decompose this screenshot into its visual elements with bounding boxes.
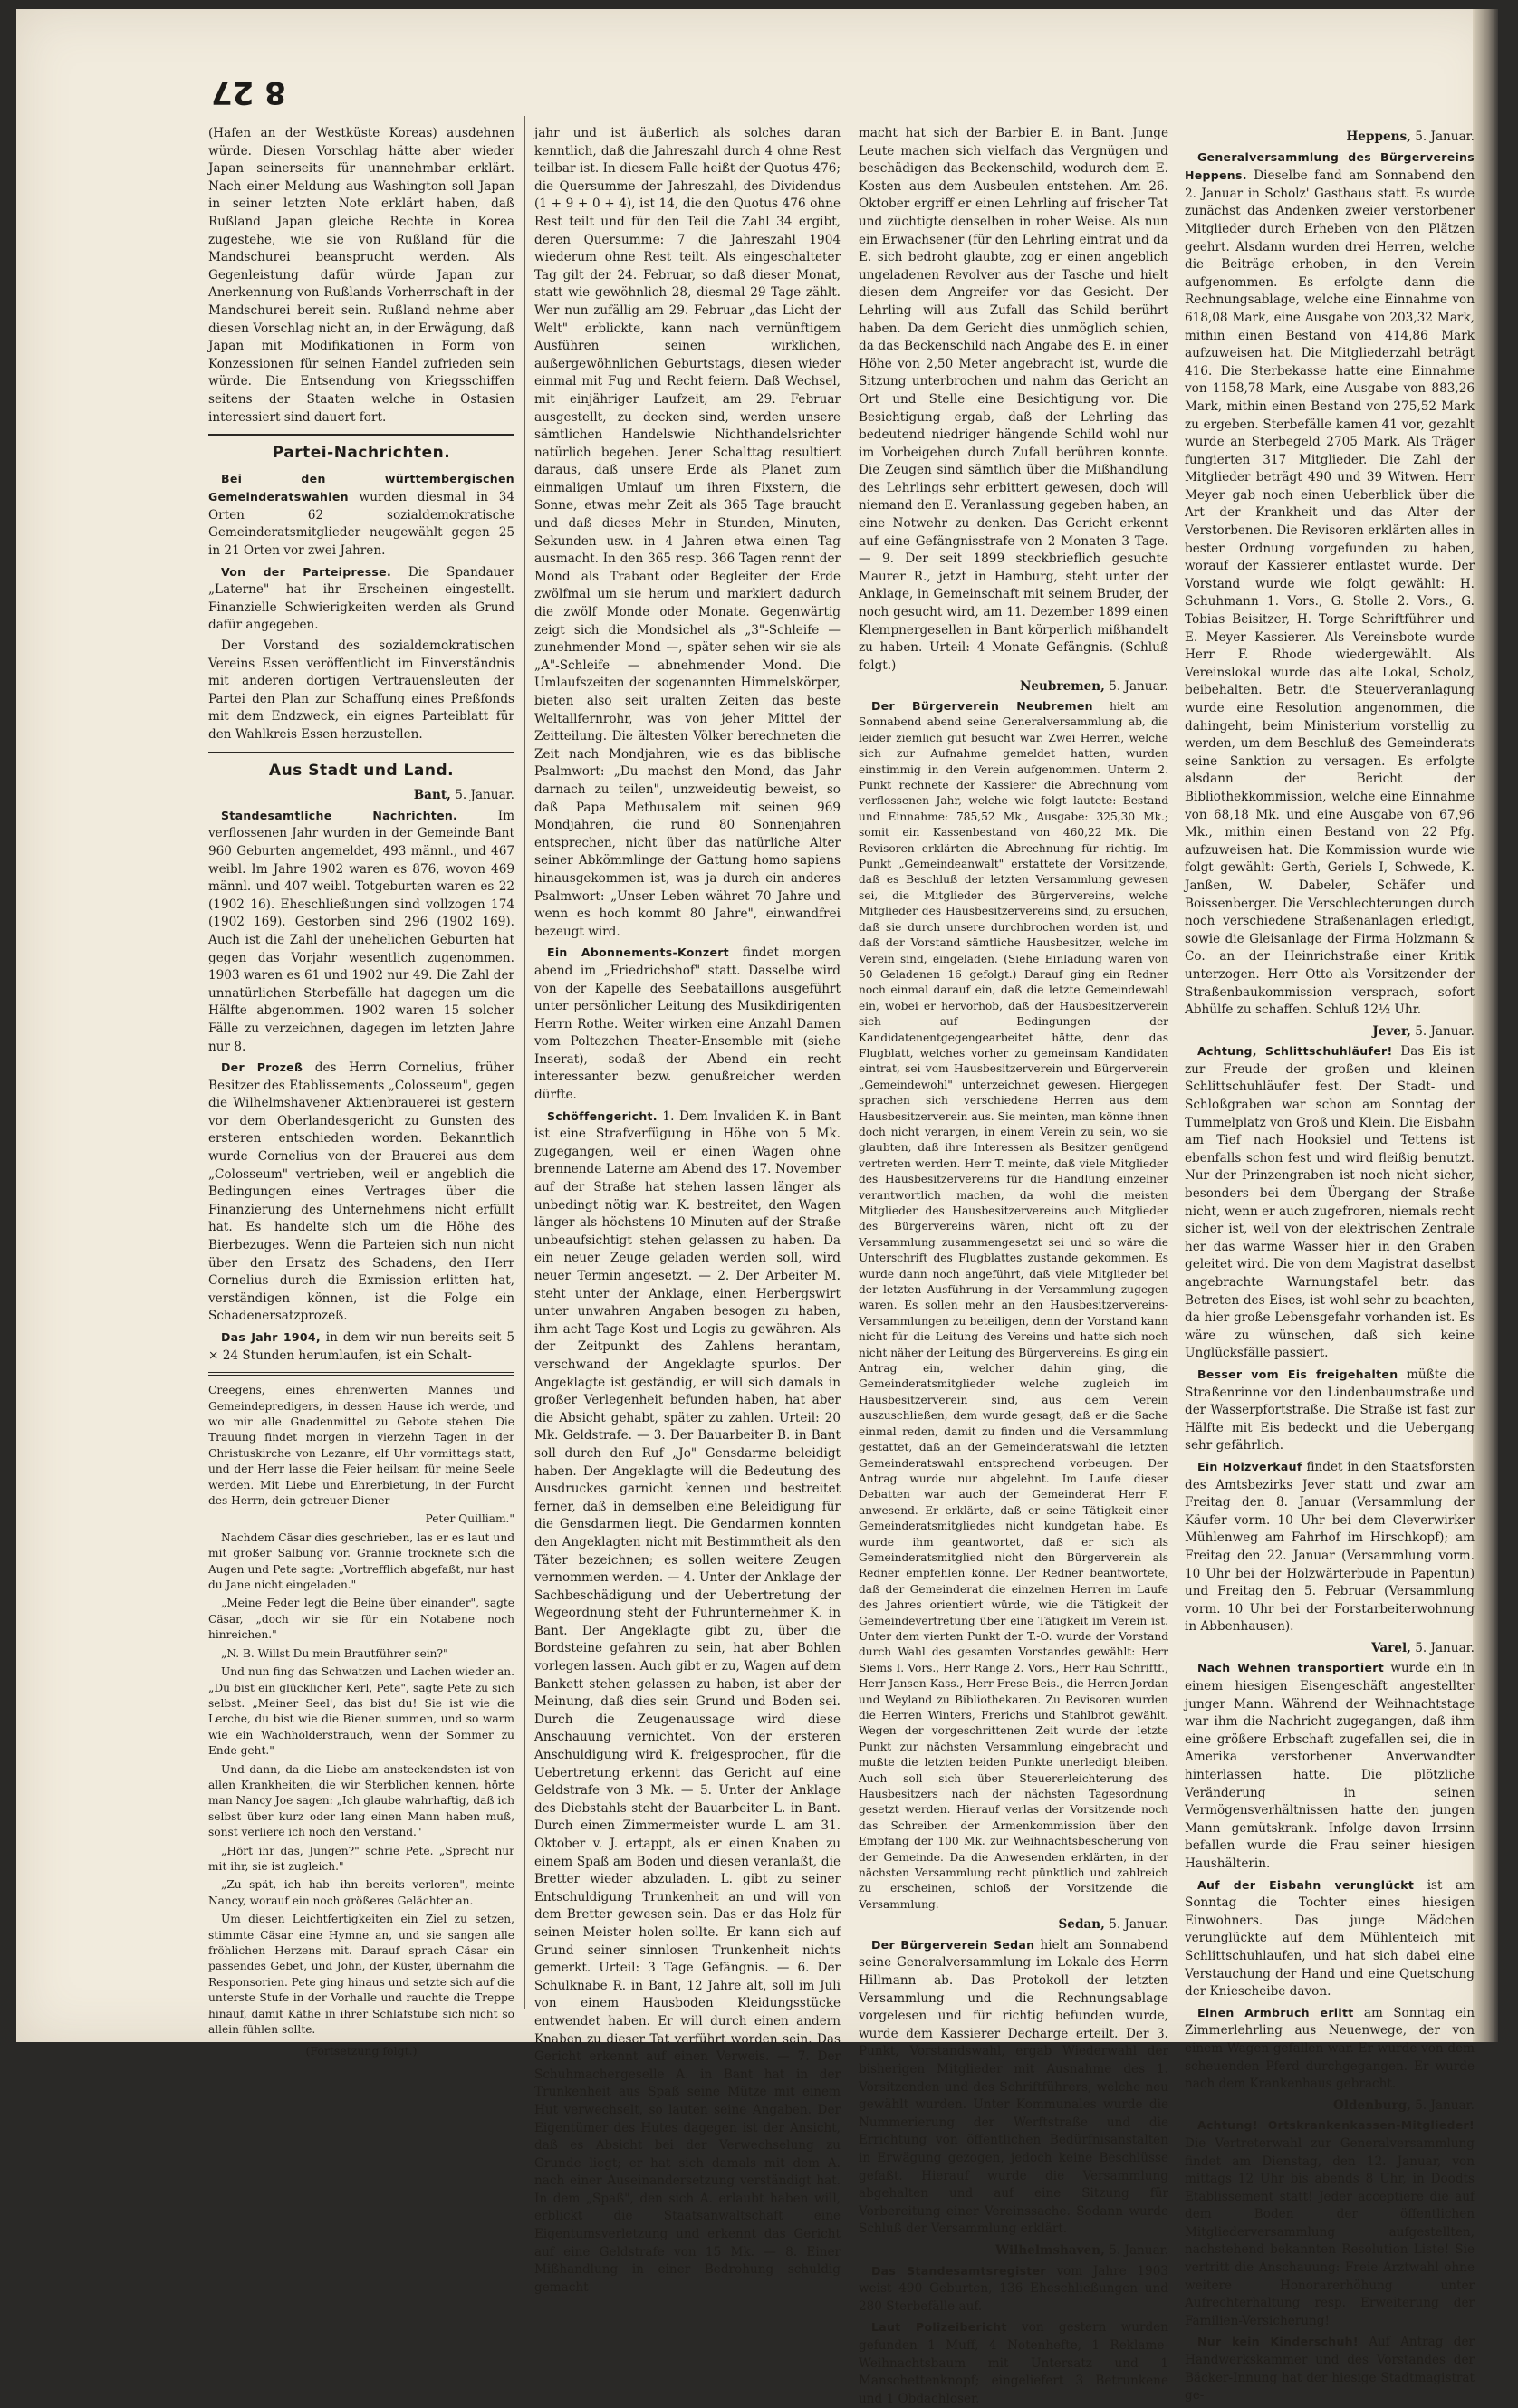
dateline: Oldenburg, 5. Januar.: [1333, 2097, 1475, 2113]
paragraph: „Meine Feder legt die Beine über einander", sagte Cäsar, „doch wir sie für ein Notabene noch hinreichen.": [208, 1597, 514, 1642]
dateline: Jever, 5. Januar.: [1372, 1023, 1475, 1039]
dateline: Wilhelmshaven, 5. Januar.: [994, 2242, 1168, 2258]
paragraph: Der Prozeß des Herrn Cornelius, früher Besitzer des Etablissements „Colosseum", gegen die Wilhelmshavener Aktienbrauerei ist gestern vor dem Oberlandesgericht zu Gunsten des ersteren entschieden worden. Bekanntlich wurde Cornelius von der Brauerei aus dem „Colosseum" vertrieben, weil er angeblich die Bedingungen eines Vertrages über die Finanzierung des Unternehmens nicht erfüllt hat. Es handelte sich um die Höhe des Bierbezuges. Wenn die Parteien sich nun nicht über den Ersatz des Schadens, den Herr Cornelius durch die Exmission erlitten hat, verständigen können, ist die Folge ein Schadenersatzprozeß.: [208, 1060, 514, 1324]
paragraph: „N. B. Willst Du mein Brautführer sein?": [221, 1646, 448, 1660]
paragraph: Nach Wehnen transportiert wurde ein in einem hiesigen Eisengeschäft angestellter junger Mann. Während der Weihnachtstage war ihm die Nachricht zugegangen, daß ihm eine größere Erbschaft zugefallen sei, die in Amerika verstorbener Anverwandter hinterlassen hatte. Die plötzliche Veränderung in seinen Vermögensverhältnissen hatte den jungen Mann gemütskrank. Infolge davon Irrsinn befallen wurde die Frau seiner hiesigen Haushälterin.: [1185, 1661, 1475, 1871]
column-4: [1185, 125, 1475, 2403]
dateline: Sedan, 5. Januar.: [1058, 1917, 1168, 1933]
paragraph: Von der Parteipresse. Die Spandauer „Laterne" hat ihr Erscheinen eingestellt. Finanzielle Schwierigkeiten werden als Grund dafür angegeben.: [208, 564, 514, 633]
paragraph: Und nun fing das Schwatzen und Lachen wieder an. „Du bist ein glücklicher Kerl, Pete", sagte Pete zu sich selbst. „Meiner Seel', das bist du! Sie ist wie die Lerche, du bist wie die Bienen summen, und so warm wie ein Wachholderstrauch, wenn der Sommer zu Ende geht.": [208, 1665, 514, 1758]
feuilleton-rule: [208, 1372, 514, 1376]
lead-in: Das Standesamtsregister: [871, 2263, 1046, 2278]
lead-in: Einen Armbruch erlitt: [1197, 2005, 1354, 2019]
lead-in: Schöffengericht.: [547, 1108, 658, 1123]
dateline: Neubremen, 5. Januar.: [1019, 679, 1168, 695]
lead-in: Der Prozeß: [221, 1060, 303, 1075]
continuation-note: (Fortsetzung folgt.): [305, 2044, 418, 2058]
paragraph: Besser vom Eis freigehalten müßte die Straßenrinne vor den Lindenbaumstraße und der Wasserpfortstraße. Die Straße ist fast zur Hälfte mit Eis bedeckt und die Uebergang sehr gefährlich.: [1185, 1367, 1475, 1453]
lead-in: Nur kein Kinderschuh!: [1197, 2335, 1359, 2349]
paragraph: „Hört ihr das, Jungen?" schrie Pete. „Sprecht nur mit ihr, sie ist zugleich.": [208, 1844, 514, 1873]
lead-in: Laut Polizeibericht: [871, 2320, 1007, 2335]
paragraph: „Zu spät, ich hab' ihn bereits verloren", meinte Nancy, worauf ein noch größeres Gelächter an.: [208, 1878, 514, 1907]
dateline: Varel, 5. Januar.: [1371, 1640, 1475, 1655]
paragraph: Der Bürgerverein Neubremen hielt am Sonnabend abend seine Generalversammlung ab, die leider ziemlich gut besucht war. Zwei Herren, welche sich zur Aufnahme gemeldet hatten, wurden einstimmig in den Verein aufgenommen. Unterm 2. Punkt rechnete der Kassierer die Abrechnung vom verflossenen Jahr, welche wie folgt lautete: Bestand und Einnahme: 785,52 Mk., Ausgabe: 325,30 Mk.; somit ein Kassenbestand von 460,22 Mk. Die Revisoren erklärten die Abrechnung für richtig. Im Punkt „Gemeindeanwalt" erstattete der Vorsitzende, daß es Beschluß der letzten Versammlung gewesen sei, die Mitglieder des Bürgervereins, welche Mitglieder des Hausbesitzervereins sind, zu ersuchen, daß sie durch unsere durchbrochen worden ist, und daß der Vorstand sämtliche Hausbesitzer, welche im Verein sind, eingeladen. (Siehe Einladung waren von 50 Geladenen 16 gefolgt.) Darauf ging ein Redner noch einmal darauf ein, daß die letzte Gemeindewahl ein, wobei er hervorhob, daß der Hausbesitzerverein sich auf Bedingungen der Kandidatenentgegengearbeitet hätte, denn das Flugblatt, welches vorher zu gemeinsam Kandidaten eintrat, sei vom Hausbesitzerverein und Bürgerverein „Gemeindewohl" unterzeichnet gewesen. Hiergegen sprachen sich verschiedene Herren aus dem Hausbesitzerverein aus. Sie meinten, man könne ihnen doch nicht verargen, in einem Verein zu sein, wo sie glaubten, daß ihre Interessen als Besitzer genügend vertreten werden. Herr T. meinte, daß viele Mitglieder des Hausbesitzervereins für die Handlung einzelner verantwortlich machen, da wohl die meisten Mitglieder des Hausbesitzervereins auch Mitglieder des Bürgervereins wären, nicht oft zu der Versammlung zusammengesetzt sei und so wäre die Unterschrift des Flugblattes zustande gekommen. Es wurde dann noch angeführt, daß viele Mitglieder bei der letzten Ausführung in der Versammlung zugegen waren. Es sollen mehr an den Hausbesitzervereins-Versammlungen zu beteiligen, denn der Vorstand kann nicht für die Leitung des Vereins und hatte sich noch nicht näher der Leitung des Bürgervereins. Es ging ein Antrag ein, welcher dahin ging, die Gemeinderatsmitglieder welche zugleich im Hausbesitzerverein sind, aus dem Verein auszuschließen, dem wurde gesagt, daß er die Sache einmal reden, damit zu finden und die Versammlung gestattet, daß an der Gemeinderatswahl die letzten Gemeinderatswahl entsprechend vorbeugen. Der Antrag wurde nur abgelehnt. Im Laufe dieser Debatten war auch der Gemeinderat Herr F. anwesend. Er erklärte, daß er seine Tätigkeit einer Gemeinderatsmitgliedes nicht kundgetan habe. Es wurde ihm geantwortet, daß er sich als Gemeinderatsmitglied nicht den Bürgerverein als Redner empfehlen könne. Der Redner beantwortete, daß der Gemeinderat die einzelnen Herren im Laufe des Jahres orientiert würde, wie die Tätigkeit der Gemeindevertretung über eine Tätigkeit im Verein ist. Unter dem vierten Punkt der T.-O. wurde der Vorstand durch Wahl des gesamten Vorstandes gewählt: Herr Siems I. Vors., Herr Range 2. Vors., Herr Rau Schriftf., Herr Jansen Kass., Herr Frese Beis., die Herren Jordan und Weyland zu Bibliothekaren. Zu Revisoren wurden die Herren Winters, Frerichs und Stahlbrot gewählt. Wegen der vorgeschrittenen Zeit wurde der letzte Punkt zur nächsten Versammlung eingebracht und mußte die letzten beiden Punkte unerledigt bleiben. Auch soll sich über Steuererleichterung des Hausbesitzers nach der nächsten Tagesordnung gesetzt werden. Hierauf verlas der Vorsitzende noch das Schreiben der Armenkommission über den Empfang der 100 Mk. zur Weihnachtsbescherung von der Gemeinde. Da die Anwesenden erklärten, in der nächsten Versammlung recht pünktlich und zahlreich zu erscheinen, schloß der Vorsitzende die Versammlung.: [859, 699, 1168, 1911]
section-heading: Aus Stadt und Land.: [268, 761, 455, 780]
paragraph: Bei den württembergischen Gemeinderatswahlen wurden diesmal in 34 Orten 62 sozialdemokratische Gemeinderatsmitglieder neugewählt gegen 25 in 21 Orten vor zwei Jahren.: [208, 471, 514, 559]
paragraph: Creegens, eines ehrenwerten Mannes und Gemeindepredigers, in dessen Hause ich werde, und wo mir alle Gnadenmittel zu Gebote stehen. Die Trauung findet morgen in vierzehn Tagen in der Christuskirche von Lezanre, elf Uhr vormittags statt, und der Herr lasse die Feier heilsam für meine Seele werden. Mit Liebe und Ehrerbietung, in der Furcht des Herrn, dein getreuer Diener: [208, 1384, 514, 1508]
paragraph: Einen Armbruch erlitt am Sonntag ein Zimmerlehrling aus Neuenwege, der von einem Wagen gefallen war. Er wurde von dem scheuenden Pferd durchgegangen. Er wurde nach dem Krankenhaus gebracht.: [1185, 2005, 1475, 2092]
paragraph: Nachdem Cäsar dies geschrieben, las er es laut und mit großer Salbung vor. Grannie trocknete sich die Augen und Pete sagte: „Vortrefflich abgefaßt, nur hast du Jane nicht eingeladen.": [208, 1530, 514, 1592]
section-rule: [208, 434, 514, 436]
column-3: [859, 125, 1169, 2406]
lead-in: Besser vom Eis freigehalten: [1197, 1367, 1398, 1381]
feuilleton: [208, 1383, 514, 2059]
lead-in: Achtung, Schlittschuhläufer!: [1197, 1044, 1393, 1059]
paragraph: macht hat sich der Barbier E. in Bant. Junge Leute machen sich vielfach das Vergnügen und beschädigen das Beckenschild, wodurch dem E. Kosten aus dem Ausbeulen entstehen. Am 26. Oktober ergriff er einen Lehrling auf frischer Tat und züchtigte denselben in roher Weise. Als nun ein Erwachsener (für den Lehrling eintrat und da E. sich bedroht glaubte, zog er einen angeblich ungeladenen Revolver aus der Tasche und hielt diesen dem Angreifer vor das Gesicht. Der Lehrling will aus Zufall das Schild berührt haben. Da dem Gericht dies unmöglich schien, da das Beckenschild nach Angabe des E. in einer Höhe von 2,50 Meter angebracht ist, wurde die Sitzung unterbrochen und nahm das Gericht an Ort und Stelle eine Besichtigung vor. Die Besichtigung ergab, daß der Lehrling das bedeutend niedriger hängende Schild wohl nur im Vorbeigehen durch Zufall berühren konnte. Die Zeugen sind sämtlich über die Mißhandlung des Lehrlings sehr erbittert gewesen, doch will niemand den E. Veranlassung gegeben haben, an eine Notwehr zu denken. Das Gericht erkennt auf eine Gefängnisstrafe von 2 Monaten 3 Tage. — 9. Der seit 1899 steckbrieflich gesuchte Maurer R., jetzt in Hamburg, steht unter der Anklage, in Gemeinschaft mit seinem Bruder, der noch gesucht wird, am 11. Dezember 1899 einen Klempnergesellen in Bant körperlich mißhandelt zu haben. Urteil: 4 Monate Gefängnis. (Schluß folgt.): [859, 126, 1168, 673]
column-rule: [524, 116, 525, 2009]
paragraph: Laut Polizeibericht von gestern wurden gefunden 1 Muff, 4 Notenhefte, 1 Reklame-Weihnachtsbaum mit Untersatz und 1 Manschettenknopf; eingeliefert 3 Betrunkene und 1 Obdachloser.: [859, 2320, 1168, 2406]
dateline: Heppens, 5. Januar.: [1346, 130, 1475, 144]
lead-in: Der Bürgerverein Sedan: [871, 1937, 1035, 1952]
paragraph: Das Jahr 1904, in dem wir nun bereits seit 5 × 24 Stunden herumlaufen, ist ein Schalt-: [208, 1330, 515, 1363]
paragraph: Schöffengericht. 1. Dem Invaliden K. in Bant ist eine Strafverfügung in Höhe von 5 Mk. zugegangen, weil er einen Wagen ohne brennende Laterne am Abend des 17. November auf der Straße hat stehen lassen länger als unbedingt nötig war. K. bestreitet, den Wagen länger als höchstens 10 Minuten auf der Straße unbeaufsichtigt stehen gelassen zu haben. Da ein neuer Zeuge geladen werden soll, wird neuer Termin angesetzt. — 2. Der Arbeiter M. steht unter der Anklage, einen Herbergswirt unter unwahren Angaben besogen zu haben, ihm acht Tage Kost und Logis zu gewähren. Als der Zeitpunkt des Zahlens herantam, verschwand der Angeklagte spurlos. Der Angeklagte ist geständig, er will sich damals in großer Verlegenheit befunden haben, hat aber die Absicht gehabt, später zu zahlen. Urteil: 20 Mk. Geldstrafe. — 3. Der Bauarbeiter B. in Bant soll durch den Ruf „Jo" Gensdarme beleidigt haben. Der Angeklagte will die Bedeutung des Ausdruckes garnicht kennen und bestreitet ferner, daß in demselben eine Beleidigung für die Gensdarmen liegt. Die Gendarmen konnten den Angeklagten nicht mit Bestimmtheit als den Täter bezeichnen; es sollen weitere Zeugen vernommen werden. — 4. Unter der Anklage der Sachbeschädigung und der Uebertretung der Wegeordnung steht der Fuhrunternehmer K. in Bant. Der Angeklagte gibt zu, über die Bordsteine gefahren zu sein, hat aber Bohlen vorlegen lassen. Auch gibt er zu, Wagen auf dem Bankett stehen gelassen zu haben, ist aber der Meinung, daß dies sein Grund und Boden sei. Durch die Zeugenaussage wird diese Anschauung vernichtet. Von der ersteren Anschuldigung wird K. freigesprochen, für die Uebertretung erkennt das Gericht auf eine Geldstrafe von 3 Mk. — 5. Unter der Anklage des Diebstahls steht der Bauarbeiter L. in Bant. Durch einen Zimmermeister wurde L. am 31. Oktober v. J. ertappt, als er einen Knaben zu einem Spaß am Boden und diesen veranlaßt, die Bretter wieder abzuladen. L. gibt zu seiner Entschuldigung Trunkenheit an und will von dem Bretter gewesen sein. Das er das Holz für seinen Meister holen sollte. Er kann sich auf Grund seiner sinnlosen Trunkenheit nichts gemerkt. Urteil: 3 Tage Gefängnis. — 6. Der Schulknabe R. in Bant, 12 Jahre alt, soll im Juli von einem Hausboden Kleidungsstücke entwendet haben. Er will durch einen andern Knaben zu dieser Tat verführt worden sein. Das Gericht erkennt auf einen Verweis. — 7. Der Schuhmachergeselle A. in Bant hat in der Trunkenheit aus Spaß seine Mütze mit einem Hut verwechselt, so lauten seine Angaben. Der Eigentümer des Hutes dagegen ist der Ansicht, daß es Absicht bei der Verwechselung zu Grunde liegt; er hat sich damals mit dem A. nach einer Auseinandersetzung verständigt hat. In dem „Spaß", den sich A. erlaubt haben will, erblickt die Staatsanwaltschaft eine Eigentumsverletzung und erkennt das Gericht auf eine Geldstrafe von 15 Mk. — 8. Einer Mißhandlung in einer Bedrohung schuldig gemacht: [534, 1108, 841, 2295]
paragraph: Nur kein Kinderschuh! Auf Antrag der Handwerkskammer und des Vorstandes der Bäcker-Innung hat der hiesige Stadtmagistrat ge-: [1185, 2335, 1475, 2403]
paragraph: Achtung! Ortskrankenkassen-Mitglieder! Die Vertreterwahl zur Generalversammlung findet am Dienstag, den 12. Januar, von mittags 12 Uhr bis abends 8 Uhr, in Doodts Etablissement statt! Jeder acceptiere die auf dem Boden der öffentlichen Mitgliederversammlung aufgestellten, nachstehend bekannten Resolution Liste! Sie vertritt die Anschauung: Freie Arztwahl ohne weitere Honorarerhöhung unter Aufrechterhaltung resp. Erweiterung der Familien-Versicherung!: [1185, 2118, 1475, 2328]
paragraph: Ein Abonnements-Konzert findet morgen abend im „Friedrichshof" statt. Dasselbe wird von der Kapelle des Seebataillons ausgeführt unter persönlicher Leitung des Musikdirigenten Herrn Rothe. Weiter wirken eine Anzahl Damen vom Poltezchen Theater-Ensemble mit (siehe Inserat), sodaß der Abend ein recht interessanter bezw. genußreicher werden dürfte.: [534, 945, 841, 1103]
lead-in: Generalversammlung des Bürgervereins Heppens.: [1185, 149, 1475, 183]
paragraph: Achtung, Schlittschuhläufer! Das Eis ist zur Freude der großen und kleinen Schlittschuhläufer fest. Der Stadt- und Schloßgraben war schon am Sonntag der Tummelplatz von Groß und Klein. Die Eisbahn am Tief nach Hooksiel und Tettens ist ebenfalls schon fest und wird fleißig benutzt. Nur der Prinzengraben ist noch nicht sicher, besonders bei dem Übergang der Straße nicht, wenn er auch zugefroren, niemals recht sicher ist, weil von der elektrischen Zentrale her das warme Wasser hier in den Graben geleitet wird. Die von dem Magistrat daselbst angebrachte Warnungstafel betr. das Betreten des Eises, ist wohl sehr zu beachten, da hier große Lebensgefahr vorhanden ist. Es wäre zu wünschen, daß sich keine Unglücksfälle passiert.: [1185, 1044, 1475, 1361]
newspaper-page: [16, 9, 1498, 2406]
paragraph: Standesamtliche Nachrichten. Im verflossenen Jahr wurden in der Gemeinde Bant 960 Geburten angemeldet, 493 männl., und 467 weibl. Im Jahre 1902 waren es 876, wovon 469 männl. und 407 weibl. Totgeburten waren es 22 (1902 16). Eheschließungen sind vollzogen 174 (1902 169). Gestorben sind 296 (1902 169). Auch ist die Zahl der unehelichen Geburten hat gegen das Vorjahr wesentlich zugenommen. 1903 waren es 61 und 1902 nur 49. Die Zahl der unnatürlichen Sterbefälle hat dagegen um die Hälfte abgenommen. 1902 waren 15 solcher Fälle zu verzeichnen, dagegen im letzten Jahre nur 8.: [208, 808, 514, 1054]
lead-in: Standesamtliche Nachrichten.: [221, 808, 458, 822]
lead-in: Von der Parteipresse.: [221, 564, 392, 579]
lead-in: Das Jahr 1904,: [221, 1330, 321, 1344]
paragraph: Der Vorstand des sozialdemokratischen Vereins Essen veröffentlicht im Einverständnis mit anderen dortigen Vertrauensleuten der Partei den Plan zur Schaffung eines Preßfonds mit dem Endzweck, ein eignes Parteiblatt für den Wahlkreis Essen herzustellen.: [208, 638, 514, 742]
paragraph: Der Bürgerverein Sedan hielt am Sonnabend seine Generalversammlung im Lokale des Herrn Hillmann ab. Das Protokoll der letzten Versammlung und die Rechnungsablage vorgelesen und für richtig befunden wurde, wurde dem Kassierer Decharge erteilt. Der 3. Punkt, Vorstandswahl, ergab Wiederwahl der bisherigen Mitglieder mit Ausnahme des 1. Vorsitzenden und des Schriftführers, welche neu gewählt wurden. Unter Kommunales wurde die Nummerierung der Werftstraße und die Errichtung von öffentlichen Bedürfnisanstalten in Erwägung gezogen, jedoch keine Beschlüsse gefaßt. Hierauf wurde die Versammlung abgehalten und auf eine Sitzung für Vorbereitung einer Vereinssache. Sodann wurde Schluß der Versammlung erklärt.: [859, 1937, 1169, 2237]
section-heading: Partei-Nachrichten.: [272, 444, 451, 463]
paragraph: Und dann, da die Liebe am ansteckendsten ist von allen Krankheiten, die wir Sterblichen kennen, hörte man Nancy Joe sagen: „Ich glaube wahrhaftig, daß ich selbst über kurz oder lang einen Mann haben muß, sonst verliere ich noch den Verstand.": [208, 1762, 514, 1839]
paragraph: jahr und ist äußerlich als solches daran kenntlich, daß die Jahreszahl durch 4 ohne Rest teilbar ist. In diesem Falle heißt der Quotus 476; die Quersumme der Jahreszahl, des Dividendus (1 + 9 + 0 + 4), ist 14, die den Quotus 476 ohne Rest teilt und für den Teil die Zahl 34 ergibt, deren Quersumme: 7 die Jahreszahl 1904 wiederum ohne Rest teilt. Als eingeschalteter Tag gilt der 24. Februar, so daß dieser Monat, statt wie gewöhnlich 28, diesmal 29 Tage zählt. Wer nun zufällig am 29. Februar „das Licht der Welt" erblickte, kann nach vernünftigem Ausführen seinen wirklichen, außergewöhnlichen Geburtstags, diesen wieder einmal mit Fug und Recht feiern. Daß Wechsel, mit einjähriger Laufzeit, am 29. Februar ausgestellt, zu decken sind, werden unsere sämtlichen Handelswie Nichthandelsrichter natürlich begehen. Jener Schalttag resultiert daraus, daß unsere Erde als Planet zum einmaligen Umlauf um ihren Fixstern, die Sonne, etwas mehr Zeit als 365 Tage braucht und daß dieses Mehr in Stunden, Minuten, Sekunden usw. in 4 Jahren etwa einen Tag ausmacht. In den 365 resp. 366 Tagen rennt der Mond als Trabant oder Begleiter der Erde zwölfmal um sie herum und markiert dadurch die zwölf Monde oder Monate. Gegenwärtig zeigt sich die Mondsichel als „3"-Schleife — zunehmender Mond —, später sehen wir sie als „A"-Schleife — abnehmender Mond. Die Umlaufszeiten der sogenannten Himmelskörper, bieten also seit uralten Zeiten das beste Weltallfernrohr, was von jeher Mittel der Zeitteilung. Die ältesten Völker berechneten die Zeit nach Mondjahren, wie es das biblische Psalmwort: „Du machst den Mond, das Jahr darnach zu teilen", unzweideutig beweist, so daß Papa Methusalem mit seinen 969 Mondjahren, die rund 80 Sonnenjahren entsprechen, nicht über das natürliche Alter seiner Abkömmlinge der Gattung homo sapiens hinausgekommen ist, was ja durch ein anderes Psalmwort: „Unser Leben währet 70 Jahre und wenn es hoch kommt 80 Jahre", einwandfrei bezeugt wird.: [534, 126, 841, 939]
page-number: 8 27: [211, 74, 286, 110]
paragraph: Das Standesamtsregister vom Jahre 1903 weist 490 Geburten, 136 Eheschließungen und 280 Sterbefälle auf.: [859, 2263, 1168, 2314]
signature: Peter Quilliam.": [425, 1512, 514, 1526]
paragraph: Generalversammlung des Bürgervereins Heppens. Dieselbe fand am Sonnabend den 2. Januar in Scholz' Gasthaus statt. Es wurde zunächst das Andenken zweier verstorbener Mitglieder durch Erheben von den Plätzen geehrt. Alsdann wurden drei Herren, welche die Beiträge erhoben, in den Verein aufgenommen. Es erfolgte dann die Rechnungsablage, welche eine Einnahme von 618,08 Mark, eine Ausgabe von 203,32 Mark, mithin einen Bestand von 414,86 Mark aufzuweisen hat. Die Mitgliederzahl beträgt 416. Die Sterbekasse hatte eine Einnahme von 1158,78 Mark, eine Ausgabe von 883,26 Mark, mithin einen Bestand von 275,52 Mark zu ergeben. Sterbefälle kamen 41 vor, gezahlt wurde an Sterbegeld 2705 Mark. Als Träger fungierten 317 Mitglieder. Die Zahl der Mitglieder beträgt 490 und 39 Witwen. Herr Meyer gab noch einen Ueberblick über die Art der Krankheit und das Alter der Verstorbenen. Die Revisoren erklärten alles in bester Ordnung vorgefunden zu haben, worauf der Kassierer entlastet wurde. Der Vorstand wurde wie folgt gewählt: H. Schuhmann 1. Vors., G. Stolle 2. Vors., G. Tobias Beisitzer, H. Torge Schriftführer und E. Meyer Kassierer. Als Vereinsbote wurde Herr F. Rhode wiedergewählt. Als Vereinslokal wurde das alte Lokal, Scholz, beibehalten. Betr. die Steuerveranlagung wurde eine Resolution angenommen, die dahingeht, beim Ministerium vorstellig zu werden, um dem Beschluß des Gemeinderats seine Sanktion zu versagen. Es erfolgte alsdann der Bericht der Bibliothekkommission, welche eine Einnahme von 68,18 Mk. und eine Ausgabe von 67,96 Mk., mithin einen Bestand von 22 Pfg. aufzuweisen hat. Die Kommission wurde wie folgt gewählt: Gerth, Geriels I, Schwede, K. Janßen, W. Dabeler, Schäfer und Boissenberger. Die Verschlechterungen durch noch verschiedene Straßenanlagen erledigt, sowie die Gleisanlage der Firma Holzmann & Co. an der Heinrichstraße einer Kritik unterzogen. Herr Otto als Vorsitzender der Straßenbaukommission versprach, sofort Abhülfe zu schaffen. Schluß 12½ Uhr.: [1185, 149, 1475, 1018]
paragraph: (Hafen an der Westküste Koreas) ausdehnen würde. Diesen Vorschlag hätte aber wieder Japan seinerseits für unannehmbar erklärt. Nach einer Meldung aus Washington soll Japan in seiner letzten Note erklärt haben, daß Rußland Japan gleiche Rechte in Korea zugestehe, wie sie von Rußland für die Mandschurei beansprucht werden. Als Gegenleistung dafür würde Japan zur Anerkennung von Rußlands Vorherrschaft in der Mandschurei bereit sein. Rußland nehme aber diesen Vorschlag nicht an, in der Erwägung, daß Japan mit Modifikationen in Form von Konzessionen für seinen Handel zufrieden sein würde. Die Entsendung von Kriegsschiffen seitens der Staaten welche in Ostasien interessiert sind dauert fort.: [208, 126, 514, 425]
section-rule: [208, 752, 514, 753]
book-binding: [1473, 9, 1498, 2042]
dateline: Bant, 5. Januar.: [413, 788, 514, 803]
lead-in: Auf der Eisbahn verunglückt: [1197, 1877, 1415, 1892]
lead-in: Der Bürgerverein Neubremen: [871, 699, 1093, 713]
lead-in: Ein Abonnements-Konzert: [547, 945, 729, 960]
column-1: [208, 125, 515, 2058]
lead-in: Nach Wehnen transportiert: [1197, 1661, 1384, 1675]
lead-in: Ein Holzverkauf: [1197, 1459, 1302, 1473]
column-2: [534, 125, 841, 2295]
paragraph: Um diesen Leichtfertigkeiten ein Ziel zu setzen, stimmte Cäsar eine Hymne an, und sie sangen alle fröhlichen Herzens mit. Darauf sprach Cäsar ein passendes Gebet, und John, der Küster, übernahm die Responsorien. Pete ging hinaus und setzte sich auf die unterste Stufe in der Vorhalle und rauchte die Treppe hinauf, damit Käthe in ihrer Schlafstube sich nicht so allein fühlen sollte.: [208, 1913, 514, 2037]
lead-in: Bei den württembergischen Gemeinderatswahlen: [208, 471, 514, 504]
paragraph: Auf der Eisbahn verunglückt ist am Sonntag die Tochter eines hiesigen Einwohners. Das junge Mädchen verunglückte auf dem Mühlenteich mit Schlittschuhlaufen, und hat sich dabei eine Verstauchung der Hand und eine Quetschung der Kniescheibe davon.: [1185, 1877, 1475, 2000]
lead-in: Achtung! Ortskrankenkassen-Mitglieder!: [1197, 2118, 1475, 2133]
paragraph: Ein Holzverkauf findet in den Staatsforsten des Amtsbezirks Jever statt und zwar am Freitag den 8. Januar (Versammlung der Käufer vorm. 10 Uhr bei dem Cleverwirker Mühlenweg am Fahrhof im Hirschkopf); am Freitag den 22. Januar (Versammlung vorm. 10 Uhr bei der Holzwärterbude in Papentun) und Freitag den 5. Februar (Versammlung vorm. 10 Uhr bei der Forstarbeiterwohnung in Abbenhausen).: [1185, 1459, 1475, 1635]
